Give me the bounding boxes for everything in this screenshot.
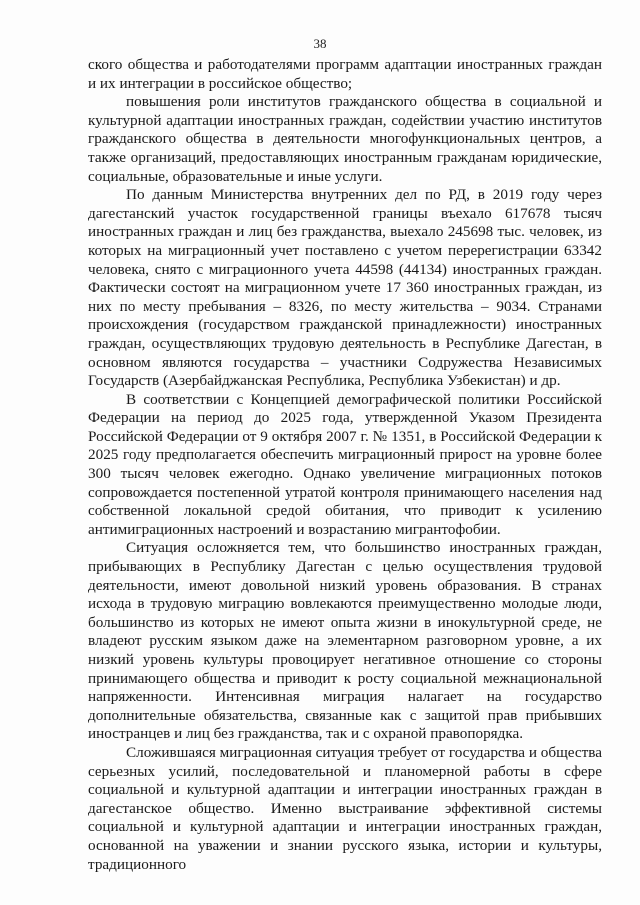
paragraph-demographic-concept: В соответствии с Концепцией демографической политики Российской Федерации на период до 2025 года, утвержденной Указом Президента Российской Федерации от 9 октября 2007 г. № 1351, в Российской Федерации к 2025 году предполагается обеспечить миграционный прирост на уровне более 300 тысяч человек ежегодно. Однако увеличение миграционных потоков сопровождается постепенной утратой контроля принимающего населения над собственной локальной средой обитания, что приводит к усилению антимиграционных настроений и возрастанию мигрантофобии.: [88, 390, 602, 538]
paragraph-situation: Ситуация осложняется тем, что большинство иностранных граждан, прибывающих в Республику Дагестан с целью осуществления трудовой деятельности, имеют довольной низкий уровень образования. В странах исхода в трудовую миграцию вовлекаются преимущественно молодые люди, большинство из которых не имеют опыта жизни в инокультурной среде, не владеют русским языком даже на элементарном разговорном уровне, а их низкий уровень культуры провоцирует негативное отношение со стороны принимающего общества и приводит к росту социальной межнациональной напряженности. Интенсивная миграция налагает на государство дополнительные обязательства, связанные как с защитой прав прибывших иностранцев и лиц без гражданства, так и с охраной правопорядка.: [88, 539, 602, 743]
paragraph-migration-requirements: Сложившаяся миграционная ситуация требует от государства и общества серьезных усилий, последовательной и планомерной работы в сфере социальной и культурной адаптации и интеграции иностранных граждан в дагестанское общество. Именно выстраивание эффективной системы социальной и культурной адаптации и интеграции иностранных граждан, основанной на уважении и знании русского языка, истории и культуры, традиционного: [88, 743, 602, 873]
page-number: 38: [313, 36, 327, 51]
document-body: [88, 56, 602, 874]
paragraph-civil-society: повышения роли институтов гражданского общества в социальной и культурной адаптации иностранных граждан, содействии участию институтов гражданского общества в деятельности многофункциональных центров, а также организаций, предоставляющих иностранным гражданам юридические, социальные, образовательные и иные услуги.: [88, 93, 602, 185]
paragraph-continuation: ского общества и работодателями программ адаптации иностранных граждан и их интеграции в российское общество;: [88, 56, 602, 92]
paragraph-ministry-data: По данным Министерства внутренних дел по РД, в 2019 году через дагестанский участок государственной границы въехало 617678 тысяч иностранных граждан и лиц без гражданства, выехало 245698 тыс. человек, из которых на миграционный учет поставлено с учетом перерегистрации 63342 человека, снято с миграционного учета 44598 (44134) иностранных граждан. Фактически состоят на миграционном учете 17 360 иностранных граждан, из них по месту пребывания – 8326, по месту жительства – 9034. Странами происхождения (государством гражданской принадлежности) иностранных граждан, осуществляющих трудовую деятельность в Республике Дагестан, в основном являются государства – участники Содружества Независимых Государств (Азербайджанская Республика, Республика Узбекистан) и др.: [88, 186, 602, 390]
